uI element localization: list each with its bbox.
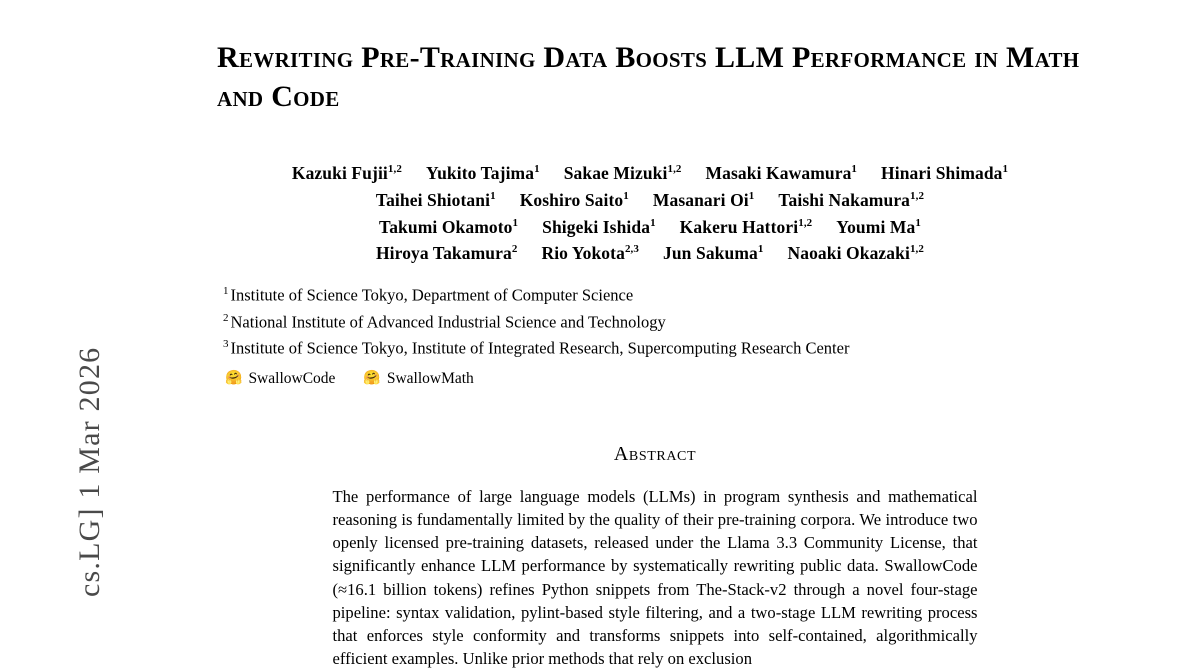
author-name: Hinari Shimada: [881, 162, 1003, 183]
affiliation-text: National Institute of Advanced Industrial Science and Technology: [230, 312, 666, 332]
hugging-face-icon: 🤗: [363, 370, 381, 386]
paper-content: [215, 38, 1095, 670]
author-affiliation-marker: 1: [757, 243, 764, 256]
author: [292, 158, 402, 185]
author-affiliation-marker: 2: [511, 243, 518, 256]
affiliation-marker: 2: [223, 311, 229, 324]
author-affiliation-marker: 2,3: [624, 243, 639, 256]
author-name: Taihei Shiotani: [375, 189, 491, 210]
author-affiliation-marker: 1: [623, 189, 629, 202]
author-affiliation-marker: 1: [1002, 163, 1009, 175]
author-affiliation-marker: 1,2: [667, 163, 682, 175]
author: [836, 212, 921, 239]
resource-links: [215, 368, 1095, 390]
author: [653, 185, 755, 212]
author: [663, 238, 763, 265]
affiliation-list: [215, 280, 1095, 360]
author-name: Hiroya Takamura: [375, 243, 512, 264]
author-line: [215, 158, 1085, 185]
author: [542, 212, 656, 239]
resource-label: SwallowCode: [248, 369, 336, 387]
author-affiliation-marker: 1,2: [798, 216, 813, 229]
author-line: [215, 238, 1085, 265]
resource-label: SwallowMath: [386, 369, 474, 387]
author-affiliation-marker: 1: [534, 163, 540, 175]
affiliation-item: [223, 333, 1095, 360]
author: [778, 185, 924, 212]
author-name: Masanari Oi: [652, 189, 749, 210]
page-title: Rewriting Pre-Training Data Boosts LLM Performance in Math and Code: [217, 41, 1080, 113]
author-name: Kakeru Hattori: [679, 216, 799, 237]
affiliation-text: Institute of Science Tokyo, Institute of Integrated Research, Supercomputing Research Center: [230, 338, 850, 358]
author-name: Naoaki Okazaki: [787, 243, 910, 264]
affiliation-item: [223, 307, 1095, 334]
abstract-heading: Abstract: [613, 442, 697, 465]
author-affiliation-marker: 1: [650, 216, 656, 229]
author: [426, 158, 540, 185]
author-line: [215, 212, 1085, 239]
arxiv-stamp: [0, 0, 110, 648]
affiliation-marker: 1: [223, 285, 229, 298]
author-line: [215, 185, 1085, 212]
author: [520, 185, 629, 212]
author-affiliation-marker: 1: [748, 189, 755, 202]
hugging-face-icon: 🤗: [225, 370, 243, 386]
author-name: Kazuki Fujii: [291, 162, 388, 183]
author-affiliation-marker: 1: [490, 189, 496, 202]
author-name: Sakae Mizuki: [563, 162, 668, 183]
affiliation-text: Institute of Science Tokyo, Department of Computer Science: [230, 285, 634, 305]
author-name: Masaki Kawamura: [705, 162, 852, 183]
author-name: Yukito Tajima: [425, 162, 535, 183]
abstract-text: The performance of large language models (LLMs) in program synthesis and mathematical reasoning is fundamentally limited by the quality of their pre-training corpora. We introduce two openly licensed pre-training datasets, released under the Llama 3.3 Community License, that significantly enhance LLM performance by systematically rewriting public data. SwallowCode (≈16.1 billion tokens) refines Python snippets from The-Stack-v2 through a novel four-stage pipeline: syntax validation, pylint-based style filtering, and a two-stage LLM rewriting process that enforces style conformity and transforms snippets into self-contained, algorithmically efficient examples. Unlike prior methods that rely on exclusion: [332, 486, 978, 669]
author: [376, 238, 517, 265]
author-name: Rio Yokota: [541, 243, 625, 264]
paper-page: [110, 0, 1200, 669]
arxiv-stamp-text: cs.LG] 1 Mar 2026: [73, 346, 106, 597]
resource-link-swallowcode[interactable]: [225, 368, 335, 390]
author-name: Koshiro Saito: [519, 189, 624, 210]
author: [680, 212, 813, 239]
author-name: Shigeki Ishida: [542, 216, 651, 237]
author: [881, 158, 1008, 185]
author: [541, 238, 639, 265]
author-affiliation-marker: 1: [915, 216, 921, 229]
resource-link-swallowmath[interactable]: [363, 368, 473, 390]
author-name: Takumi Okamoto: [379, 216, 513, 237]
author-affiliation-marker: 1,2: [909, 243, 925, 256]
author-list: [215, 158, 1095, 265]
affiliation-item: [223, 280, 1095, 307]
author: [787, 238, 924, 265]
author-affiliation-marker: 1: [512, 216, 519, 229]
author-affiliation-marker: 1: [851, 163, 858, 175]
author-affiliation-marker: 1,2: [910, 189, 925, 202]
author: [706, 158, 857, 185]
author: [379, 212, 518, 239]
author-name: Jun Sakuma: [663, 243, 758, 264]
author: [564, 158, 682, 185]
author-name: Taishi Nakamura: [778, 189, 911, 210]
author: [376, 185, 496, 212]
author-affiliation-marker: 1,2: [387, 163, 402, 175]
author-name: Youmi Ma: [836, 216, 916, 237]
affiliation-marker: 3: [223, 338, 229, 351]
